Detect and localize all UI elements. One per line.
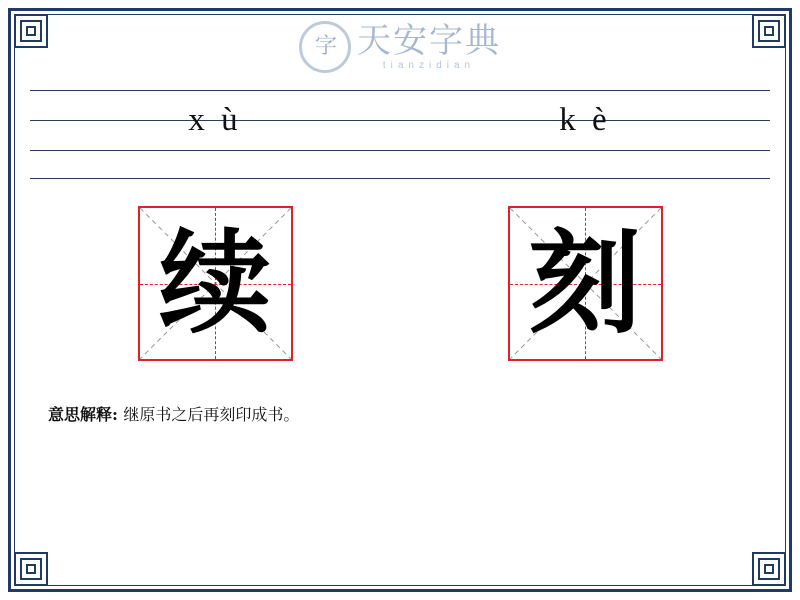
- staff-line-3: [30, 150, 770, 151]
- character-xu: 续: [159, 217, 271, 349]
- staff-line-4: [30, 178, 770, 179]
- logo-text: [357, 20, 501, 71]
- character-cell-1: [30, 206, 400, 366]
- logo-title: 天安字典: [357, 20, 501, 61]
- tianzige-box-1: [138, 206, 293, 361]
- meaning-line: [48, 404, 770, 428]
- meaning-text: 继原书之后再刻印成书。: [123, 405, 300, 424]
- seal-icon: [299, 21, 351, 73]
- tianzige-box-2: [508, 206, 663, 361]
- pinyin-ke: k è: [559, 101, 611, 138]
- character-row: [30, 206, 770, 366]
- character-cell-2: [400, 206, 770, 366]
- pinyin-xu: x ù: [188, 101, 242, 138]
- logo-subtitle: tianzidian: [382, 59, 476, 71]
- card-content: [30, 16, 770, 570]
- meaning-label: 意思解释:: [48, 405, 118, 424]
- site-logo: [30, 16, 770, 78]
- pinyin-row: [30, 90, 770, 150]
- pinyin-staff: [30, 78, 770, 178]
- seal-glyph: 字: [314, 34, 335, 59]
- character-ke: 刻: [529, 217, 641, 349]
